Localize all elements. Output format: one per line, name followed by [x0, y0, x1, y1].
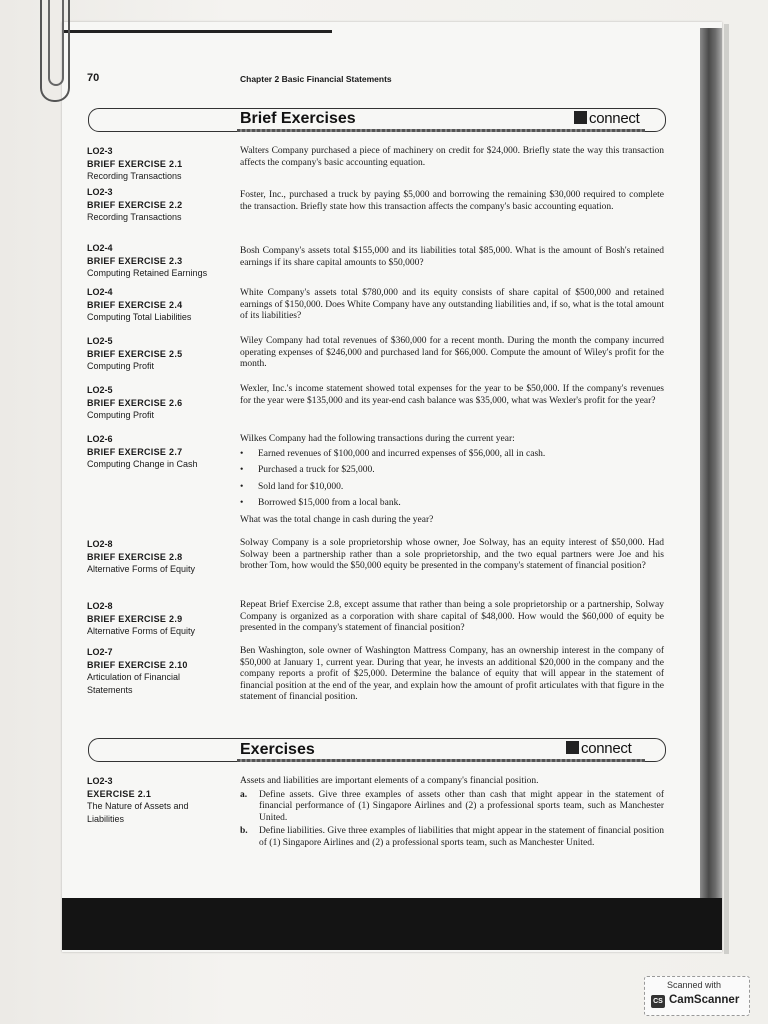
part-marker: b. — [240, 826, 248, 836]
connect-label: connect — [589, 110, 640, 127]
exercise-text: Solway Company is a sole proprietorship whose owner, Joe Solway, has an equity interest of $50,000. Had Solway been a partnership rather than a sole proprietorship, and the two equal partners were Joe and his brother Tom, how would the $50,000 equity be presented in the company's statement of financial position? — [240, 538, 664, 571]
bottom-dark-band — [62, 898, 722, 950]
part-marker: a. — [240, 789, 248, 800]
exercise-text: Foster, Inc., purchased a truck by paying $5,000 and borrowing the remaining $30,000 required to complete the transaction. Briefly state how this transaction affects the company's basic accounting equation. — [240, 190, 664, 212]
list-item: • Borrowed $15,000 from a local bank. — [258, 498, 664, 510]
learning-objective: LO2-3 — [87, 146, 113, 156]
page-number: 70 — [87, 72, 100, 84]
exercise-label — [87, 186, 227, 224]
exercise-subtitle: Computing Change in Cash — [87, 459, 198, 469]
exercise-subtitle: Articulation of Financial Statements — [87, 672, 181, 695]
connect-label: connect — [581, 740, 632, 757]
exercise-subtitle: Recording Transactions — [87, 171, 182, 181]
exercise-label — [87, 335, 227, 373]
camscanner-watermark — [644, 976, 750, 1016]
exercise-subtitle: Alternative Forms of Equity — [87, 626, 196, 636]
transaction-list — [240, 449, 664, 510]
exercise-number: BRIEF EXERCISE 2.8 — [87, 551, 183, 562]
exercise-label — [87, 286, 227, 324]
learning-objective: LO2-4 — [87, 287, 113, 297]
exercise-subtitle: Recording Transactions — [87, 212, 182, 222]
exercise-label — [87, 538, 227, 576]
exercise-text: Walters Company purchased a piece of machinery on credit for $24,000. Briefly state the way this transaction affects the company's basic accounting equation. — [240, 146, 664, 168]
list-item: • Purchased a truck for $25,000. — [258, 465, 664, 477]
learning-objective: LO2-7 — [87, 647, 113, 657]
exercise-label — [87, 384, 227, 422]
exercise-number: BRIEF EXERCISE 2.1 — [87, 158, 183, 169]
watermark-line2: CamScanner — [669, 994, 740, 1006]
exercise-intro: Wilkes Company had the following transactions during the current year: — [240, 434, 515, 444]
learning-objective: LO2-4 — [87, 243, 113, 253]
exercise-text-block — [240, 776, 664, 849]
learning-objective: LO2-5 — [87, 385, 113, 395]
chapter-label: Chapter 2 — [240, 74, 280, 84]
exercise-subtitle: Computing Retained Earnings — [87, 268, 208, 278]
exercise-number: BRIEF EXERCISE 2.2 — [87, 199, 183, 210]
bar-shading — [237, 759, 645, 762]
exercise-text: Ben Washington, sole owner of Washington Mattress Company, has an ownership interest in the company of $50,000 at January 1, current year. During that year, he invests an additional $20,000 in the company and the company reports a profit of $25,000. Determine the balance of equity that will appear in the statement of financial position at the end of the year, and explain how the amount of profit articulates with that figure in the statement of financial position. — [240, 646, 664, 702]
exercise-label — [87, 775, 227, 825]
exercise-text: Bosh Company's assets total $155,000 and its liabilities total $85,000. What is the amount of Bosh's retained earnings if its share capital amounts to $50,000? — [240, 246, 664, 268]
exercise-part — [240, 790, 664, 825]
exercise-number: BRIEF EXERCISE 2.3 — [87, 255, 183, 266]
mcgraw-hill-icon — [574, 111, 587, 124]
learning-objective: LO2-3 — [87, 187, 113, 197]
exercise-subtitle: The Nature of Assets and Liabilities — [87, 801, 189, 824]
exercise-label — [87, 145, 227, 183]
exercise-part — [240, 826, 664, 849]
chapter-title: Basic Financial Statements — [281, 74, 392, 84]
learning-objective: LO2-8 — [87, 601, 113, 611]
exercise-question: What was the total change in cash during the year? — [240, 514, 434, 525]
list-item: • Sold land for $10,000. — [258, 482, 664, 494]
exercise-number: BRIEF EXERCISE 2.7 — [87, 446, 183, 457]
exercise-number: EXERCISE 2.1 — [87, 788, 152, 799]
part-text: Define assets. Give three examples of assets other than cash that might appear in the statement of financial performance of (1) Singapore Airlines and (2) a professional sports team, such as Manchester United. — [259, 789, 664, 823]
page-edge — [724, 24, 729, 954]
part-text: Define liabilities. Give three examples of liabilities that might appear in the statement of financial position of (1) Singapore Airlines and (2) a professional sports team, such as Manchester United. — [259, 826, 664, 848]
bar-shading — [237, 129, 645, 132]
exercise-text: Repeat Brief Exercise 2.8, except assume that rather than being a sole proprietorship or a partnership, Solway Company is organized as a corporation with share capital of $48,000. How would the $60,000 of equity be presented in the company's statement of financial position? — [240, 600, 664, 633]
connect-logo — [566, 740, 631, 757]
chapter-header — [240, 74, 392, 84]
exercise-intro: Assets and liabilities are important elements of a company's financial position. — [240, 776, 539, 786]
paperclip-inner-icon — [48, 0, 64, 86]
exercise-number: BRIEF EXERCISE 2.10 — [87, 659, 188, 670]
exercise-number: BRIEF EXERCISE 2.4 — [87, 299, 183, 310]
connect-logo — [574, 110, 639, 127]
exercise-subtitle: Computing Total Liabilities — [87, 312, 192, 322]
exercise-label — [87, 600, 227, 638]
exercise-text: White Company's assets total $780,000 and its equity consists of share capital of $500,000 and retained earnings of $150,000. Does White Company have any outstanding liabilities and, if so, what is the total amount of its liabilities? — [240, 288, 664, 321]
exercise-text: Wiley Company had total revenues of $360,000 for a recent month. During the month the company incurred operating expenses of $246,000 and purchased land for $66,000. Compute the amount of Wiley's profit for the month. — [240, 336, 664, 369]
exercise-text: Wexler, Inc.'s income statement showed total expenses for the year to be $50,000. If the company's revenues for the year were $135,000 and its year-end cash balance was $35,000, what was Wexler's profit for the year? — [240, 384, 664, 406]
exercise-label — [87, 646, 227, 696]
exercise-subtitle: Computing Profit — [87, 361, 155, 371]
learning-objective: LO2-6 — [87, 434, 113, 444]
camscanner-icon: CS — [651, 995, 665, 1008]
learning-objective: LO2-5 — [87, 336, 113, 346]
exercise-subtitle: Computing Profit — [87, 410, 155, 420]
exercises-title: Exercises — [240, 741, 315, 758]
list-item: • Earned revenues of $100,000 and incurred expenses of $56,000, all in cash. — [258, 449, 664, 461]
top-rule — [62, 30, 332, 33]
page-edge-shadow — [700, 28, 722, 908]
exercise-text-block — [240, 434, 664, 526]
mcgraw-hill-icon — [566, 741, 579, 754]
exercise-subtitle: Alternative Forms of Equity — [87, 564, 196, 574]
watermark-line1: Scanned with — [667, 980, 722, 990]
learning-objective: LO2-3 — [87, 776, 113, 786]
learning-objective: LO2-8 — [87, 539, 113, 549]
exercise-number: BRIEF EXERCISE 2.5 — [87, 348, 183, 359]
exercise-label — [87, 433, 227, 471]
exercise-number: BRIEF EXERCISE 2.6 — [87, 397, 183, 408]
exercise-label — [87, 242, 227, 280]
exercise-number: BRIEF EXERCISE 2.9 — [87, 613, 183, 624]
brief-exercises-title: Brief Exercises — [240, 110, 356, 127]
